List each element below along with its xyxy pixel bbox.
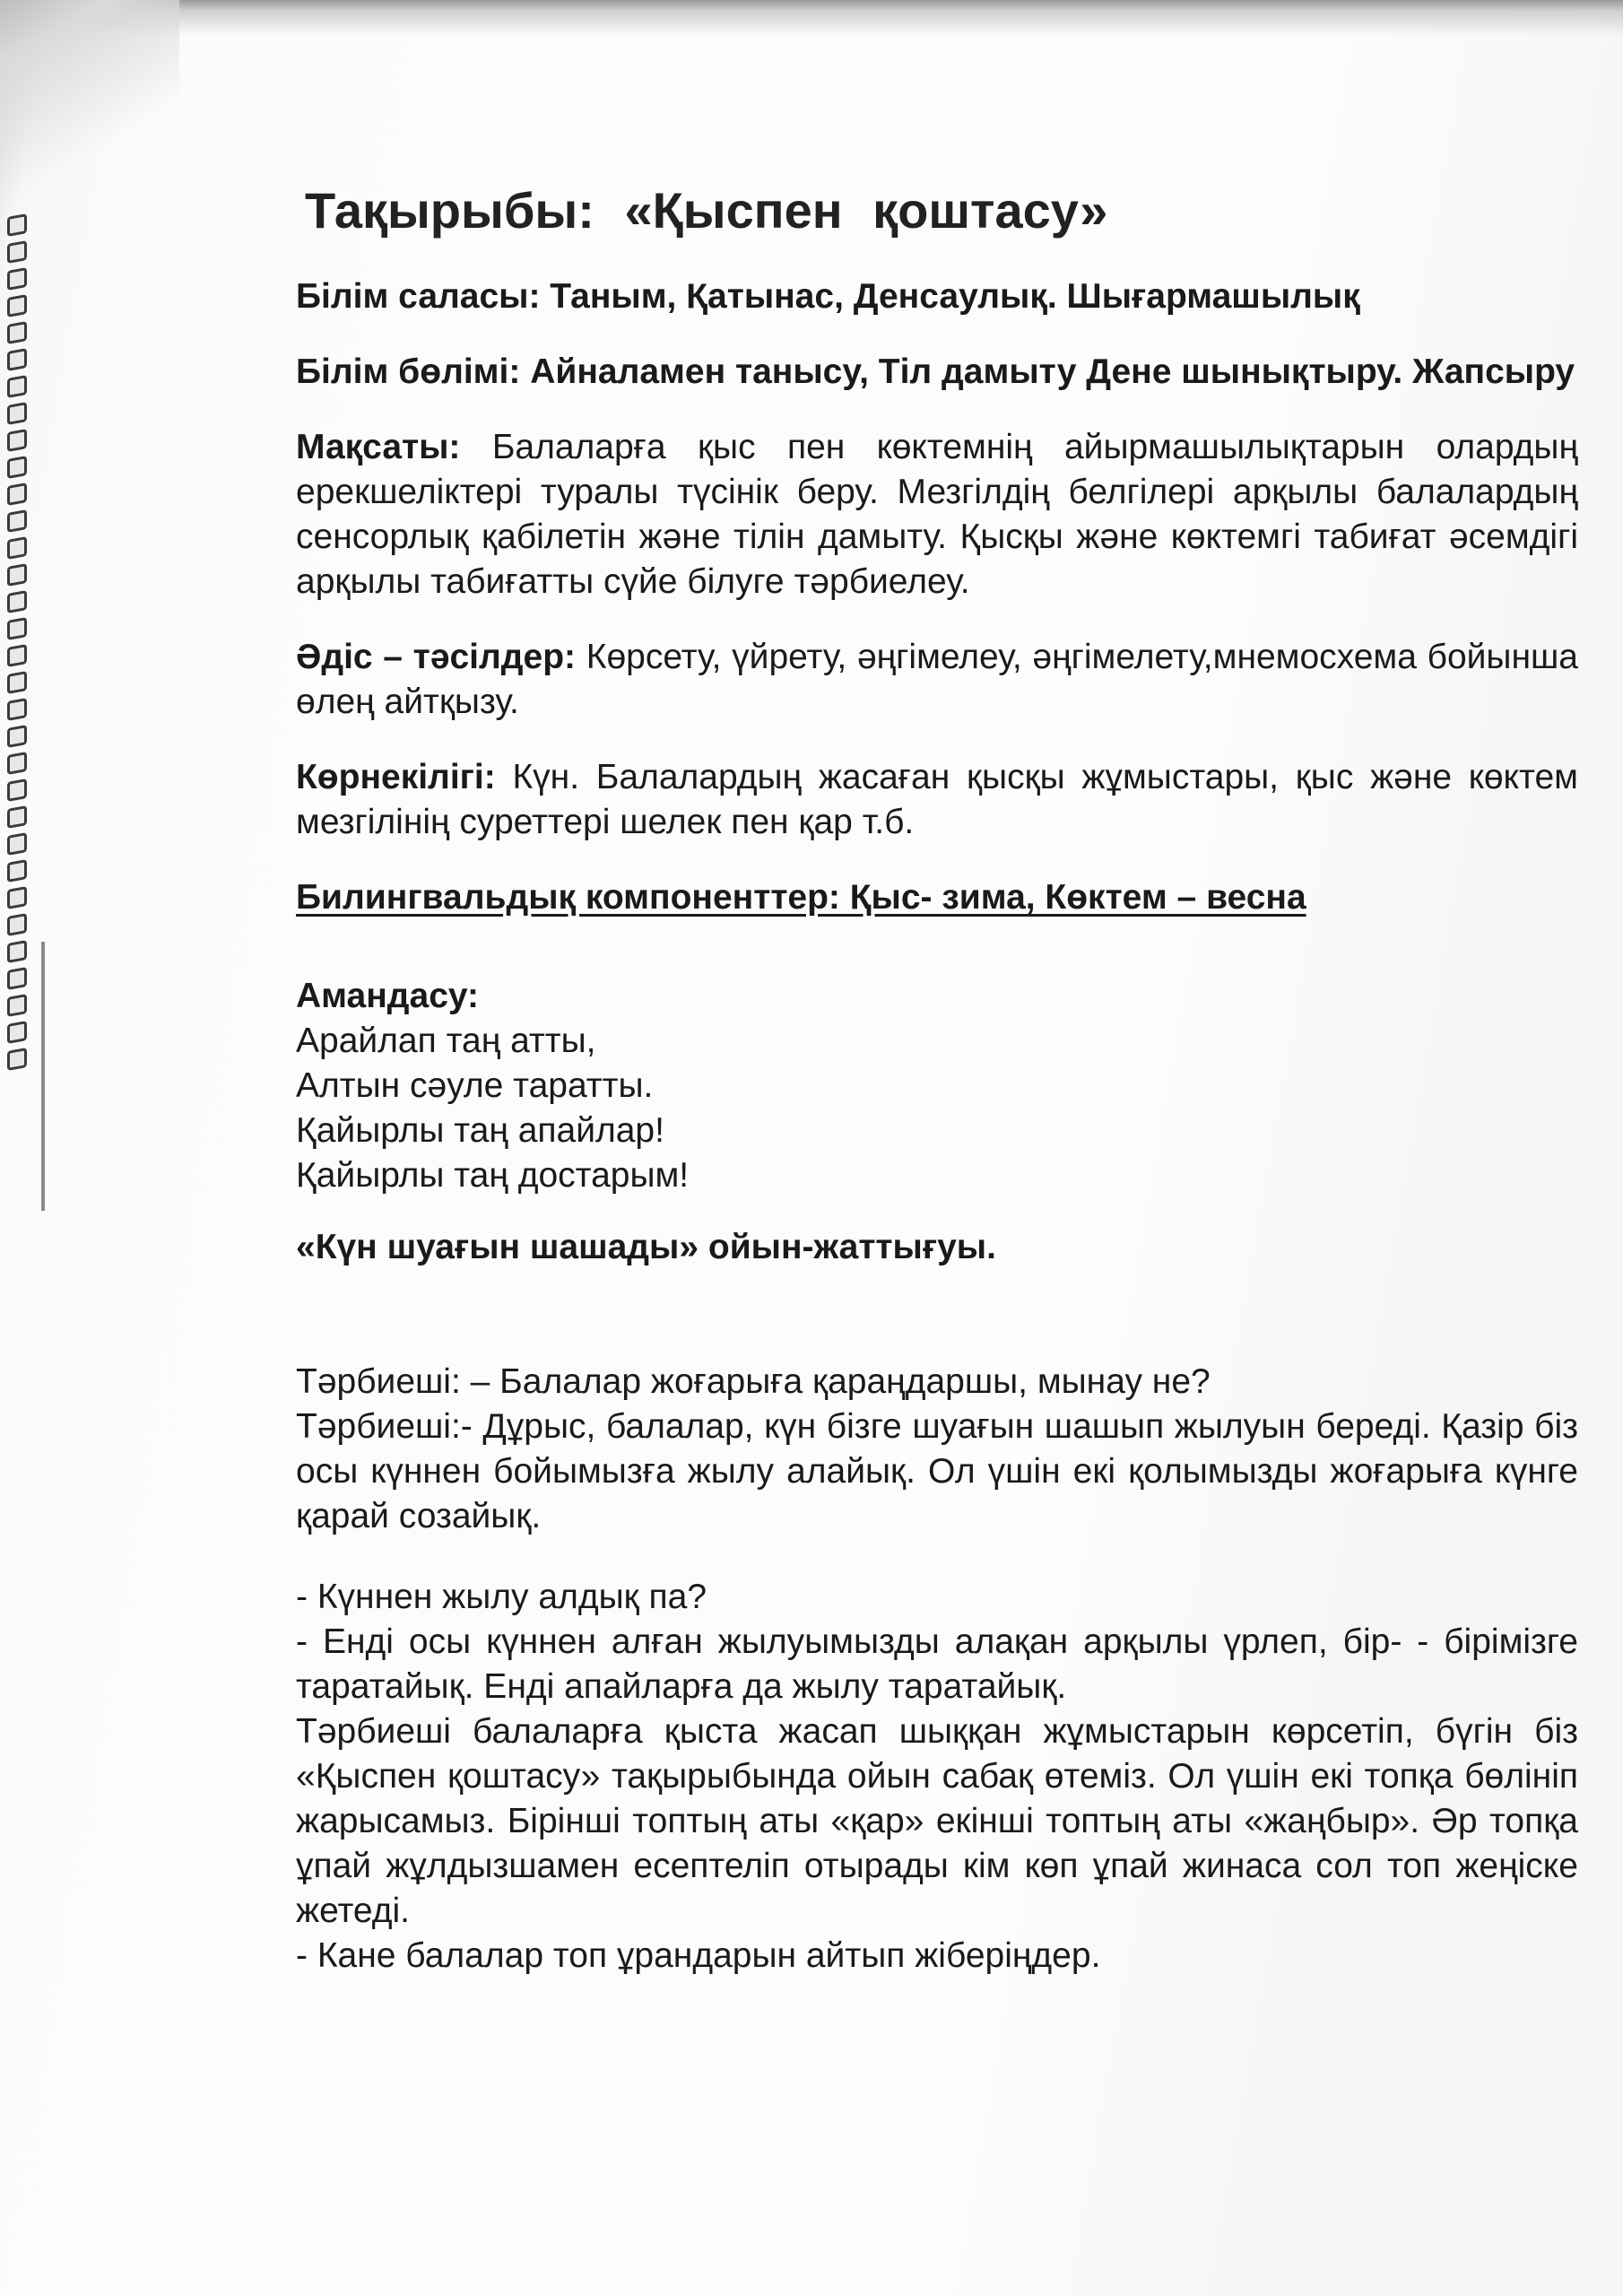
section-block [296, 350, 1578, 395]
goal-block [296, 425, 1578, 604]
binding-hole [7, 967, 27, 990]
binding-hole [7, 832, 27, 856]
poem-line: Арайлап таң атты, [296, 1022, 596, 1060]
game-heading: «Күн шуағын шашады» ойын-жаттығуы. [296, 1228, 996, 1266]
binding-hole [7, 725, 27, 748]
binding-hole [7, 698, 27, 721]
binding-hole [7, 805, 27, 829]
visuals-text: Күн. Балалардың жасаған қысқы жұмыстары, қыс және көктем мезгілінің суреттері шелек пен қар т.б. [296, 758, 1578, 841]
subject-area: Білім саласы: Таным, Қатынас, Денсаулық. Шығармашылық [296, 277, 1360, 316]
binding-hole [7, 671, 27, 694]
dialogue-line: - Кане балалар топ ұрандарын айтып жіберіңдер. [296, 1936, 1101, 1975]
binding-hole [7, 536, 27, 560]
binding-hole [7, 213, 27, 237]
dialogue-line: Тәрбиеші: – Балалар жоғарыға қараңдаршы, мынау не? [296, 1362, 1211, 1401]
binding-hole [7, 859, 27, 883]
poem-line: Қайырлы таң апайлар! [296, 1111, 664, 1150]
binding-hole [7, 644, 27, 667]
binding-hole [7, 456, 27, 479]
binding-hole [7, 294, 27, 317]
dialogue-block-1 [296, 1360, 1578, 1539]
binding-hole [7, 940, 27, 963]
poem-line: Алтын сәуле таратты. [296, 1066, 654, 1105]
scan-top-shadow [0, 0, 1623, 36]
goal-text: Балаларға қыс пен көктемнің айырмашылықтарын олардың ерекшеліктері туралы түсінік беру. Мезгілдің белгілері арқылы балалардың сенсорлық қабілетін және тілін дамыту. Қысқы және көктемгі табиғат әсемдігі арқылы табиғатты сүйе білуге тәрбиелеу. [296, 428, 1578, 601]
spacer [296, 1539, 1578, 1575]
binding-edge [41, 942, 45, 1211]
binding-hole [7, 402, 27, 425]
methods-block [296, 635, 1578, 725]
binding-hole [7, 886, 27, 909]
binding-hole [7, 994, 27, 1017]
dialogue-block-2 [296, 1575, 1578, 1979]
binding-hole [7, 1021, 27, 1044]
binding-hole [7, 1048, 27, 1071]
page-fold-shadow [0, 0, 179, 233]
page-title: Тақырыбы: «Қыспен қоштасу» [305, 182, 1108, 239]
dialogue-line: - Енді осы күннен алған жылуымызды алақан арқылы үрлеп, бір- - бірімізге таратайық. Енді апайларға да жылу таратайық. [296, 1622, 1578, 1706]
bilingual-components: Билингвальдық компоненттер: Қыс- зима, Көктем – весна [296, 878, 1306, 917]
poem-line: Қайырлы таң достарым! [296, 1156, 690, 1195]
binding-hole [7, 375, 27, 398]
greeting-heading: Амандасу: [296, 977, 480, 1015]
visuals-block [296, 755, 1578, 845]
binding-hole [7, 563, 27, 587]
binding-hole [7, 509, 27, 533]
binding-hole [7, 617, 27, 640]
binding-hole [7, 752, 27, 775]
binding-hole [7, 240, 27, 264]
binding-hole [7, 267, 27, 291]
binding-hole [7, 778, 27, 802]
dialogue-line: - Күннен жылу алдық па? [296, 1578, 707, 1616]
dialogue-line: Тәрбиеші:- Дұрыс, балалар, күн бізге шуағын шашып жылуын береді. Қазір біз осы күннен бойымызға жылу алайық. Ол үшін екі қолымызды жоғарыға күнге қарай созайық. [296, 1407, 1578, 1535]
binding-hole [7, 483, 27, 506]
dialogue-line: Тәрбиеші балаларға қыста жасап шыққан жұмыстарын көрсетіп, бүгін біз «Қыспен қоштасу» тақырыбында ойын сабақ өтеміз. Ол үшін екі топқа бөлініп жарысамыз. Бірінші топтың аты «қар» екінші топтың аты «жаңбыр». Әр топқа ұпай жұлдызшамен есептеліп отырады кім көп ұпай жинаса сол топ жеңіске жетеді. [296, 1712, 1578, 1930]
binding-hole [7, 321, 27, 344]
binding-hole [7, 348, 27, 371]
spiral-binding [7, 215, 34, 1076]
methods-label: Әдіс – тәсілдер: [296, 638, 577, 676]
section-value: Айналамен танысу, Тіл дамыту Дене шынықтыру. Жапсыру [530, 352, 1575, 391]
document-body [296, 179, 1578, 1979]
binding-hole [7, 590, 27, 613]
binding-hole [7, 913, 27, 936]
methods-text: Көрсету, үйрету, әңгімелеу, әңгімелету,мнемосхема бойынша өлең айтқызу. [296, 638, 1578, 721]
goal-label: Мақсаты: [296, 428, 461, 466]
greeting-poem [296, 1019, 1578, 1198]
section-label: Білім бөлімі: [296, 352, 521, 391]
binding-hole [7, 429, 27, 452]
visuals-label: Көрнекілігі: [296, 758, 496, 796]
